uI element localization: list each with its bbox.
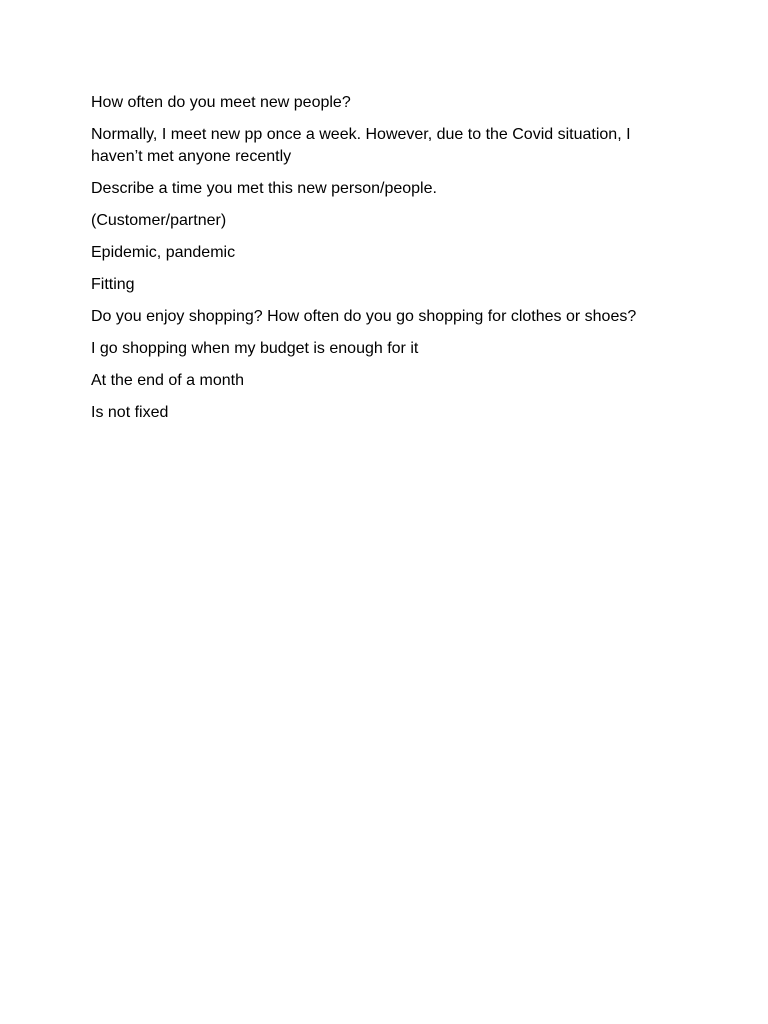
paragraph-describe-time: Describe a time you met this new person/people. [91,180,437,197]
document-body [91,92,691,434]
paragraph-not-fixed: Is not fixed [91,404,169,421]
paragraph-end-of-month: At the end of a month [91,372,244,389]
paragraph-epidemic-pandemic: Epidemic, pandemic [91,244,236,261]
paragraph-fitting: Fitting [91,276,135,293]
paragraph-question-meet-people: How often do you meet new people? [91,94,351,111]
paragraph-answer-shopping: I go shopping when my budget is enough for it [91,340,419,357]
paragraph-customer-partner: (Customer/partner) [91,212,227,229]
paragraph-question-shopping: Do you enjoy shopping? How often do you go shopping for clothes or shoes? [91,308,637,325]
paragraph-answer-meet-people: Normally, I meet new pp once a week. However, due to the Covid situation, I haven’t met anyone recently [91,126,631,165]
